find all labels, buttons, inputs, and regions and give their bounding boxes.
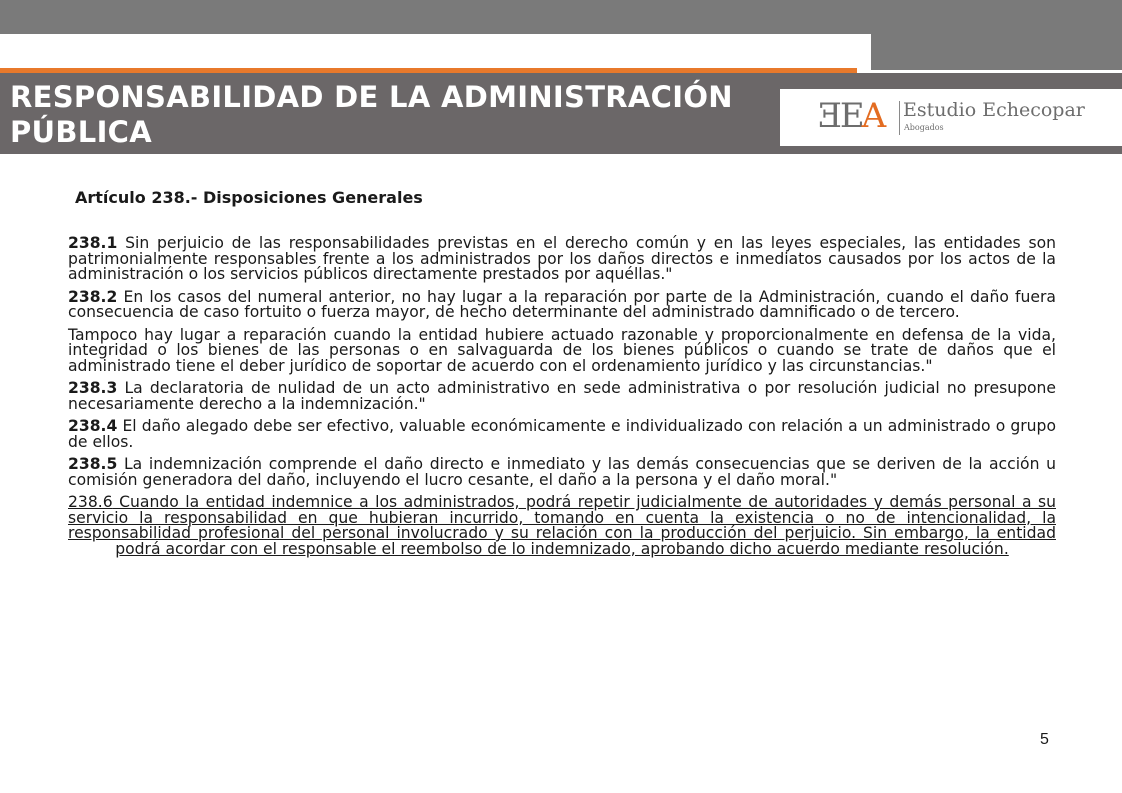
header-top-band (0, 0, 871, 34)
paragraph-238-3 (68, 381, 1056, 412)
paragraph-number: 238.6 (68, 493, 113, 511)
page-title-line-2: PÚBLICA (10, 115, 153, 149)
paragraph-number: 238.1 (68, 234, 118, 252)
firm-logo-name: Estudio Echecopar (903, 99, 1085, 121)
paragraph-number: 238.3 (68, 379, 118, 397)
paragraph-text: Sin perjuicio de las responsabilidades previstas en el derecho común y en las leyes especiales, las entidades son patrimonialmente responsables frente a los administrados por los daños directos e inmediatos causados por los actos de la administración o los servicios públicos directamente prestados por aquéllas." (68, 234, 1056, 283)
firm-logo (780, 89, 1122, 146)
firm-logo-divider (899, 101, 900, 135)
firm-logo-subtitle: Abogados (904, 123, 944, 132)
paragraph-text: Cuando la entidad indemnice a los administrados, podrá repetir judicialmente de autoridades y demás personal a su servicio la responsabilidad en que hubieran incurrido, tomando en cuenta la existencia o no de intencionalidad, la responsabilidad profesional del personal involucrado y su relación con la producción del perjuicio. Sin embargo, la entidad podrá acordar con el responsable el reembolso de lo indemnizado, aprobando dicho acuerdo mediante resolución. (68, 493, 1056, 558)
header-white-strip (0, 34, 871, 68)
paragraph-238-2 (68, 287, 1056, 321)
article-body (68, 236, 1056, 564)
paragraph-238-5 (68, 457, 1056, 488)
paragraph-238-6 (68, 495, 1056, 557)
page-title-line-1: RESPONSABILIDAD DE LA ADMINISTRACIÓN (10, 80, 733, 114)
paragraph-238-4 (68, 419, 1056, 450)
paragraph-number: 238.2 (68, 287, 118, 306)
paragraph-text: La declaratoria de nulidad de un acto administrativo en sede administrativa o por resolución judicial no presupone necesariamente derecho a la indemnización." (68, 379, 1056, 413)
paragraph-number: 238.5 (68, 455, 118, 473)
paragraph-238-1 (68, 236, 1056, 283)
paragraph-238-2-continued (68, 325, 1056, 375)
title-bar-edge (1098, 146, 1122, 154)
paragraph-text: El daño alegado debe ser efectivo, valuable económicamente e individualizado con relación a un administrado o grupo de ellos. (68, 417, 1056, 451)
paragraph-number: 238.4 (68, 417, 118, 435)
firm-logo-mark-grey: ƎE (818, 96, 862, 136)
paragraph-text: La indemnización comprende el daño directo e inmediato y las demás consecuencias que se deriven de la acción u comisión generadora del daño, incluyendo el lucro cesante, el daño a la persona y el daño moral." (68, 455, 1056, 489)
page-title (10, 80, 770, 150)
paragraph-text: Tampoco hay lugar a reparación cuando la entidad hubiere actuado razonable y proporcionalmente en defensa de la vida, integridad o los bienes de las personas o en salvaguarda de los bienes públicos o cuando se trate de daños que el administrado tiene el deber jurídico de soportar de acuerdo con el ordenamiento jurídico y las circunstancias." (68, 325, 1056, 375)
header-top-band-right (871, 0, 1122, 70)
paragraph-text: En los casos del numeral anterior, no hay lugar a la reparación por parte de la Administración, cuando el daño fuera consecuencia de caso fortuito o fuerza mayor, de hecho determinante del administrado damnificado o de tercero. (68, 287, 1056, 321)
firm-logo-mark (818, 98, 886, 134)
article-heading: Artículo 238.- Disposiciones Generales (75, 188, 423, 207)
page-number: 5 (1040, 731, 1049, 748)
firm-logo-mark-accent: A (861, 96, 887, 136)
